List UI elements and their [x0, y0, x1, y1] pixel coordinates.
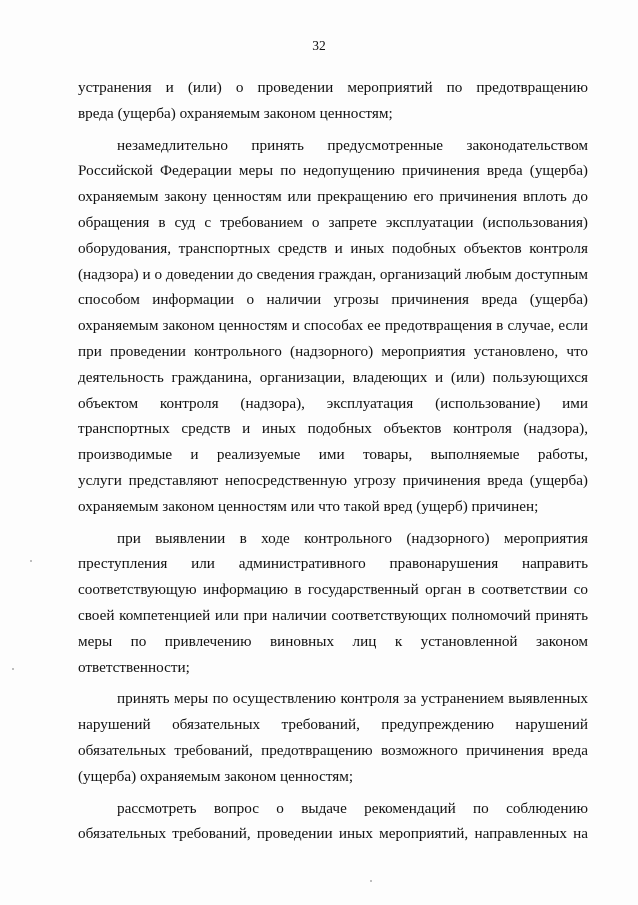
- text-line: способом информации о наличии угрозы причинения вреда (ущерба): [78, 291, 588, 309]
- text-line: при проведении контрольного (надзорного) мероприятия установлено, что: [78, 342, 588, 360]
- paragraph-4: [78, 686, 588, 789]
- text-line: оборудования, транспортных средств и иных подобных объектов контроля: [78, 239, 588, 257]
- paragraph-3: [78, 526, 588, 681]
- text-line: объектом контроля (надзора), эксплуатация (использование) ими: [78, 394, 588, 412]
- document-body: [78, 75, 588, 847]
- text-line: (надзора) и о доведении до сведения граждан, организаций любым доступным: [78, 265, 588, 283]
- text-line: транспортных средств и иных подобных объектов контроля (надзора),: [78, 420, 588, 438]
- text-line: охраняемым законом ценностям или что такой вред (ущерб) причинен;: [78, 497, 539, 515]
- text-line: соответствующую информацию в государственный орган в соответствии со: [78, 581, 588, 599]
- page-number: 32: [312, 38, 326, 53]
- text-line: охраняемым закону ценностям или прекращению его причинения вплоть до: [78, 188, 588, 206]
- paragraph-5: [78, 796, 588, 848]
- scan-speck: [30, 560, 32, 562]
- text-line: принять меры по осуществлению контроля за устранением выявленных: [117, 690, 588, 708]
- text-line: производимые и реализуемые ими товары, выполняемые работы,: [78, 446, 588, 464]
- text-line: услуги представляют непосредственную угрозу причинения вреда (ущерба): [78, 471, 588, 489]
- text-line: вреда (ущерба) охраняемым законом ценностям;: [78, 104, 393, 122]
- text-line: деятельность гражданина, организации, владеющих и (или) пользующихся: [78, 368, 588, 386]
- text-line: устранения и (или) о проведении мероприятий по предотвращению: [78, 79, 588, 96]
- text-line: преступления или административного правонарушения направить: [78, 555, 588, 573]
- scan-speck: [12, 668, 14, 670]
- text-line: (ущерба) охраняемым законом ценностям;: [78, 767, 354, 785]
- text-line: незамедлительно принять предусмотренные законодательством: [117, 136, 588, 154]
- text-line: обращения в суд с требованием о запрете эксплуатации (использования): [78, 213, 588, 231]
- text-line: нарушений обязательных требований, предупреждению нарушений: [78, 716, 588, 734]
- scan-speck: [370, 880, 372, 882]
- text-line: при выявлении в ходе контрольного (надзорного) мероприятия: [117, 529, 588, 547]
- text-line: меры по привлечению виновных лиц к установленной законом: [78, 632, 588, 650]
- text-line: своей компетенцией или при наличии соответствующих полномочий принять: [78, 606, 588, 624]
- text-line: обязательных требований, проведении иных мероприятий, направленных на: [78, 825, 588, 843]
- paragraph-2: [78, 133, 588, 520]
- text-line: рассмотреть вопрос о выдаче рекомендаций по соблюдению: [117, 799, 588, 817]
- text-line: ответственности;: [78, 658, 190, 676]
- paragraph-1: [78, 75, 588, 127]
- text-line: охраняемым законом ценностям и способах ее предотвращения в случае, если: [78, 317, 588, 335]
- text-line: Российской Федерации меры по недопущению причинения вреда (ущерба): [78, 162, 588, 180]
- text-line: обязательных требований, предотвращению возможного причинения вреда: [78, 741, 588, 759]
